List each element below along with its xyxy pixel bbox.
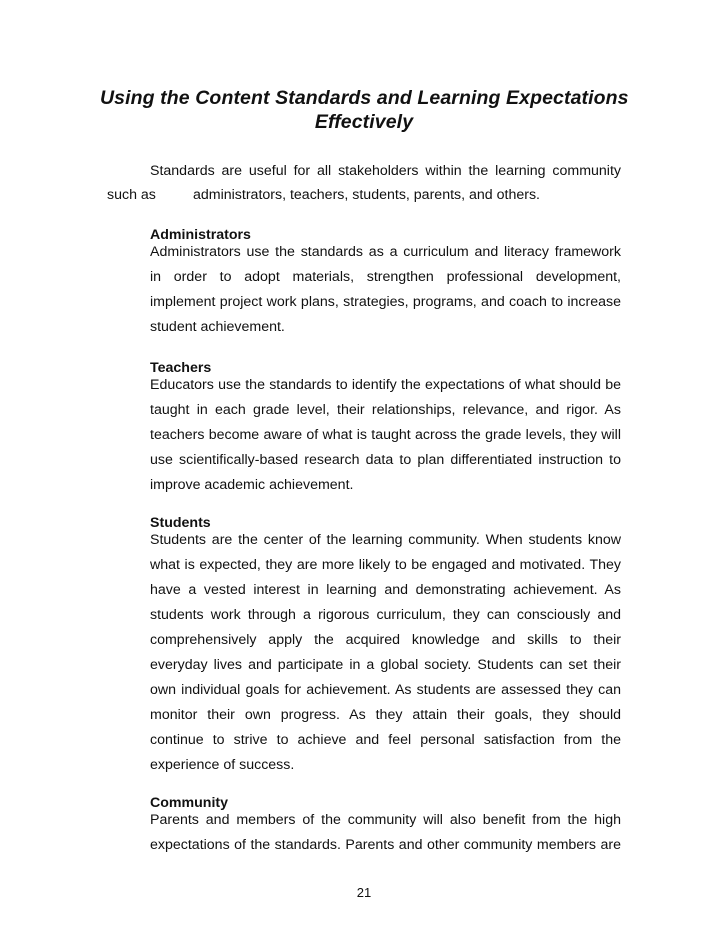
section-heading: Students	[150, 515, 211, 531]
paragraph-line: monitor their own progress. As they attain their goals, they should	[150, 707, 621, 723]
paragraph-line: comprehensively apply the acquired knowledge and skills to their	[150, 632, 621, 648]
section-heading: Community	[150, 795, 229, 811]
section-administrators	[150, 227, 621, 343]
title-line-1: Using the Content Standards and Learning Expectations	[100, 87, 629, 109]
section-students	[150, 515, 621, 781]
paragraph-line: taught in each grade level, their relationships, relevance, and rigor. As	[150, 402, 621, 418]
paragraph-line: what is expected, they are more likely to be engaged and motivated. They	[150, 557, 621, 573]
paragraph-line: Educators use the standards to identify the expectations of what should be	[150, 377, 621, 393]
section-heading: Administrators	[150, 227, 251, 243]
page-number: 21	[356, 885, 372, 900]
paragraph-line: continue to strive to achieve and feel personal satisfaction from the	[150, 732, 621, 748]
paragraph-line: Parents and members of the community will also benefit from the high	[150, 812, 621, 828]
intro-line-2-start: such as	[107, 187, 156, 203]
paragraph-line: own individual goals for achievement. As students are assessed they can	[150, 682, 621, 698]
section-community	[150, 795, 621, 861]
paragraph-line: use scientifically-based research data to plan differentiated instruction to	[150, 452, 621, 468]
intro-line-2-end: administrators, teachers, students, parents, and others.	[193, 187, 540, 203]
section-heading: Teachers	[150, 360, 212, 376]
paragraph-line: experience of success.	[150, 757, 295, 773]
paragraph-line: expectations of the standards. Parents and other community members are	[150, 837, 621, 853]
paragraph-line: in order to adopt materials, strengthen professional development,	[150, 269, 621, 285]
page-title	[100, 86, 628, 134]
paragraph-line: students work through a rigorous curriculum, they can consciously and	[150, 607, 621, 623]
title-line-2: Effectively	[314, 111, 414, 133]
paragraph-line: student achievement.	[150, 319, 285, 335]
paragraph-line: improve academic achievement.	[150, 477, 354, 493]
paragraph-line: teachers become aware of what is taught across the grade levels, they will	[150, 427, 621, 443]
section-teachers	[150, 360, 621, 501]
paragraph-line: have a vested interest in learning and demonstrating achievement. As	[150, 582, 621, 598]
intro-line-1: Standards are useful for all stakeholders within the learning community	[150, 163, 621, 179]
paragraph-line: implement project work plans, strategies, programs, and coach to increase	[150, 294, 621, 310]
paragraph-line: Administrators use the standards as a curriculum and literacy framework	[150, 244, 621, 260]
paragraph-line: everyday lives and participate in a global society. Students can set their	[150, 657, 621, 673]
paragraph-line: Students are the center of the learning community. When students know	[150, 532, 621, 548]
